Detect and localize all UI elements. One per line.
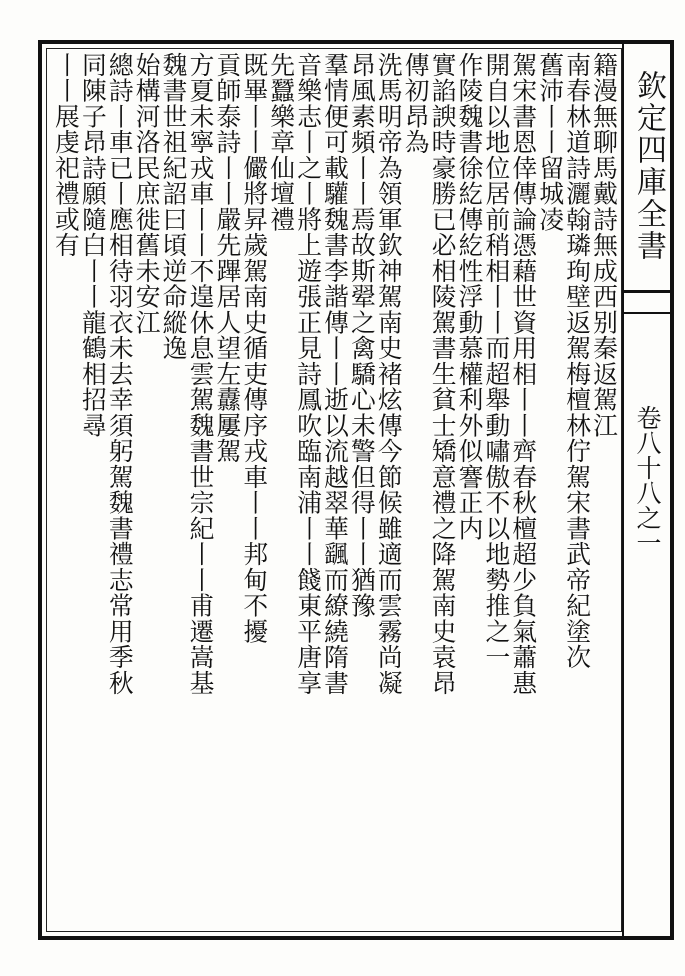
fishtail-mark-lower bbox=[622, 312, 670, 314]
text-column: 先蠶樂章仙壇禮 bbox=[267, 52, 297, 233]
text-column: 籍漫無聊馬戴詩無成西别秦返駕江 bbox=[590, 52, 619, 439]
text-column: 總詩丨車已丨應相待羽衣未去幸須躬駕魏書禮志常用季秋 bbox=[105, 52, 135, 696]
fishtail-mark-upper bbox=[622, 290, 670, 293]
text-column: 舊沛丨丨留城凌 bbox=[536, 52, 566, 233]
text-column: 傳初昂為 bbox=[401, 52, 431, 155]
text-column: 魏書世祖紀詔曰頃逆命縱逸 bbox=[159, 52, 189, 361]
text-column: 作陵魏書徐紇傳紇性浮動慕權利外似謇正内 bbox=[455, 52, 485, 542]
text-column: 洗馬明帝為領軍欽神駕南史褚炫傳今節候雖適而雲霧尚凝 bbox=[374, 52, 404, 696]
text-column: 始構河洛民庶徙舊未安江 bbox=[132, 52, 162, 336]
text-column: 丨丨展虔祀禮或有 bbox=[51, 52, 81, 258]
collection-title: 欽定四庫全書 bbox=[631, 70, 666, 262]
text-column: 昂風素頻丨丨焉故斯翚之禽驕心未警但得丨丨猶豫 bbox=[347, 52, 377, 619]
text-column: 方夏未寧戎車丨丨不遑休息雲駕魏書世宗紀丨丨甫遷嵩基 bbox=[186, 52, 216, 696]
text-column: 音樂志丨之丨將上遊張正見詩鳳吹臨南浦丨丨餞東平唐享 bbox=[294, 52, 324, 696]
text-column: 既畢丨丨儼將昇歲駕南史循吏傳序戎車丨丨邦甸不擾 bbox=[240, 52, 270, 645]
text-column: 開自以地位居前稍相丨丨而超舉動嘯傲不以地勢推之一 bbox=[482, 52, 512, 670]
vertical-text-body bbox=[52, 52, 617, 932]
volume-number: 卷八十八之一 bbox=[633, 405, 662, 555]
text-column: 南春林道詩灑翰璘珣壁返駕梅檀林佇駕宋書武帝紀塗次 bbox=[563, 52, 593, 670]
text-column: 同陳子昂詩願隨白丨丨龍鶴相招尋 bbox=[78, 52, 108, 439]
text-column: 實諂諛時豪勝已必相陵駕書生貧士矯意禮之降駕南史袁昂 bbox=[428, 52, 458, 696]
text-column: 貢師泰詩丨丨嚴先蹕居人望左纛屢駕 bbox=[213, 52, 243, 464]
text-column: 羣情便可載驩魏書李諧傳丨丨逝以流越翠華颻而繚繞隋書 bbox=[320, 52, 350, 696]
text-column: 駕宋書恩倖傳論憑藉世資用相丨丨齊春秋檀超少負氣蕭惠 bbox=[509, 52, 539, 696]
